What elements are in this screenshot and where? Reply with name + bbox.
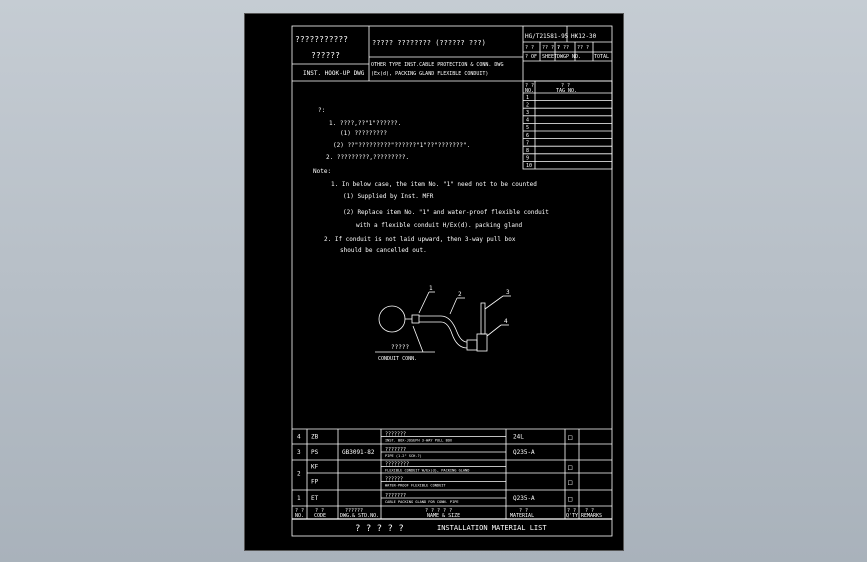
note-cn-1-1: (1) ????????? <box>340 130 387 137</box>
svg-text:TAG NO.: TAG NO. <box>556 88 578 94</box>
note-cn-1-2: (2) ??"?????????"??????"1"??"???????". <box>333 142 471 149</box>
notes-en-heading: Note: <box>313 168 332 175</box>
material-row-name-cn: ??????? <box>385 493 407 499</box>
svg-text:NO.: NO. <box>525 88 535 94</box>
material-row-material: Q235-A <box>513 449 535 456</box>
material-rows <box>292 432 612 505</box>
col-code-header: ? ? <box>315 508 325 514</box>
packing-gland-symbol <box>412 315 419 323</box>
pull-box-symbol <box>477 334 487 351</box>
title-subcell: SHEET <box>542 54 558 60</box>
note-en-2b: should be cancelled out. <box>340 247 427 254</box>
material-row-name-en: INST. BOX-JOSEPH 3-WAY PULL BOX <box>385 438 453 443</box>
tag-table <box>523 81 612 169</box>
col-no-header: ? ? <box>295 508 305 514</box>
drawing-title-cn: ????? ???????? (?????? ???) <box>372 39 486 47</box>
title-subcell: ?? ? ? <box>542 45 561 51</box>
company-name-cn: ??????????? <box>295 35 348 44</box>
material-row-name-cn: ??????? <box>385 431 407 438</box>
svg-text:Q'TY: Q'TY <box>566 513 579 519</box>
material-row-code: FP <box>311 478 319 486</box>
drawing-canvas <box>245 14 623 550</box>
tag-row-number: 2 <box>526 102 530 109</box>
title-subcells <box>525 45 609 60</box>
svg-text:DWG.& STD.NO.: DWG.& STD.NO. <box>340 513 380 519</box>
tag-row-number: 5 <box>526 125 530 132</box>
col-std-header: ?????? <box>345 508 364 514</box>
col-name-header: ? ? ? ? ? <box>425 508 453 514</box>
title-subcell: ? OF <box>525 54 538 60</box>
material-row-qty: □ <box>568 463 573 472</box>
tag-row-number: 10 <box>526 163 533 170</box>
svg-text:NAME & SIZE: NAME & SIZE <box>427 513 461 519</box>
col-qty-header: ? ? <box>567 508 577 514</box>
drawing-title-en-1: OTHER TYPE INST.CABLE PROTECTION & CONN. DWG <box>371 62 504 68</box>
title-subcell: ? ?? <box>557 45 570 51</box>
col-remarks-header: ? ? <box>585 508 595 514</box>
tag-table-rows <box>523 95 612 169</box>
tag-table-tag-header: ? ? <box>561 83 571 89</box>
note-en-1-2: (2) Replace item No. "1" and water-proof flexible conduit <box>343 209 549 216</box>
material-row-qty: □ <box>568 478 573 487</box>
material-row-name-cn: ?????? <box>385 476 404 483</box>
tag-row-number: 8 <box>526 148 530 154</box>
tag-row-number: 6 <box>526 132 530 139</box>
svg-text:REMARKS: REMARKS <box>581 513 603 519</box>
tag-row-number: 4 <box>526 117 530 124</box>
pull-box-connector <box>467 340 477 350</box>
title-block <box>292 26 612 81</box>
sheet-code: HK12-30 <box>571 33 597 40</box>
material-row-code: ZB <box>311 433 319 441</box>
svg-text:MATERIAL: MATERIAL <box>510 513 535 519</box>
material-row-name-en: PIPE (1.2" SCH.?) <box>385 454 422 458</box>
diagram-label-en: CONDUIT CONN. <box>378 356 418 362</box>
notes-en <box>313 168 549 254</box>
material-row-code: KF <box>311 463 319 471</box>
diagram-label-cn: ????? <box>391 344 410 351</box>
material-row-material: Q235-A <box>513 495 535 502</box>
callout-3: 3 <box>506 289 510 296</box>
material-row-std: GB3091-82 <box>342 449 375 456</box>
material-row-name-cn: ???????? <box>385 461 410 468</box>
material-row-code: PS <box>311 449 319 456</box>
note-cn-2: 2. ?????????,?????????. <box>326 154 410 161</box>
svg-text:NO.: NO. <box>295 513 305 519</box>
drawing-frame <box>292 26 612 536</box>
material-row-no: 4 <box>297 433 301 441</box>
material-row-code: ET <box>311 495 319 502</box>
pipe-riser-symbol <box>481 303 485 334</box>
callout-1: 1 <box>429 285 433 292</box>
note-en-1-2b: with a flexible conduit H/Ex(d). packing gland <box>356 222 523 229</box>
tag-row-number: 1 <box>526 94 530 101</box>
note-cn-1: 1. ????,??"1"??????. <box>329 120 402 127</box>
tag-row-number: 9 <box>526 155 530 162</box>
material-row-qty: □ <box>568 495 573 503</box>
drawing-title-en-2: (Ex(d), PACKING GLAND FLEXIBLE CONDUIT) <box>371 71 489 77</box>
callout-4: 4 <box>504 318 508 325</box>
material-row-name-en: WATER-PROOF FLEXIBLE CONDUIT <box>385 483 446 488</box>
tag-row-number: 3 <box>526 110 530 116</box>
material-row-no: 1 <box>297 495 301 502</box>
company-name-cn-2: ?????? <box>311 51 340 60</box>
department-label: INST. HOOK-UP DWG <box>303 70 365 77</box>
material-row-qty: □ <box>568 433 573 442</box>
drawing-sheet <box>244 13 624 551</box>
document-number: HG/T21581-95 <box>525 33 569 40</box>
material-row-name-cn: ??????? <box>385 447 407 453</box>
material-row-no: 2 <box>297 470 301 478</box>
junction-box-symbol <box>379 306 405 332</box>
title-subcell: DWGP NO. <box>557 54 582 60</box>
material-row-material: 24L <box>513 433 524 441</box>
col-material-header: ? ? <box>519 508 529 514</box>
title-subcell: TOTAL <box>594 54 610 60</box>
note-en-2: 2. If conduit is not laid upward, then 3-way pull box <box>324 236 516 243</box>
tag-row-number: 7 <box>526 140 530 147</box>
title-subcell: ?? ? <box>577 45 590 51</box>
note-en-1-1: (1) Supplied by Inst. MFR <box>343 193 434 200</box>
conduit-diagram <box>375 285 511 362</box>
material-list-title-en: INSTALLATION MATERIAL LIST <box>437 524 547 532</box>
material-row-name-en: FLEXIBLE CONDUIT W/Ex(d), PACKING GLAND <box>385 468 470 473</box>
material-row-no: 3 <box>297 449 301 456</box>
material-list-title-cn: ? ? ? ? ? <box>355 524 404 534</box>
note-en-1: 1. In below case, the item No. "1" need not to be counted <box>331 181 537 188</box>
tag-table-no-header: ? ? <box>525 83 535 89</box>
notes-cn-heading: ?: <box>318 107 326 114</box>
notes-cn <box>318 107 470 161</box>
material-list <box>292 429 612 534</box>
callout-2: 2 <box>458 291 462 298</box>
title-subcell: ? ? <box>525 45 535 51</box>
svg-text:CODE: CODE <box>314 513 327 519</box>
material-row-name-en: CABLE PACKING GLAND FOR CONN. PIPE <box>385 500 459 504</box>
